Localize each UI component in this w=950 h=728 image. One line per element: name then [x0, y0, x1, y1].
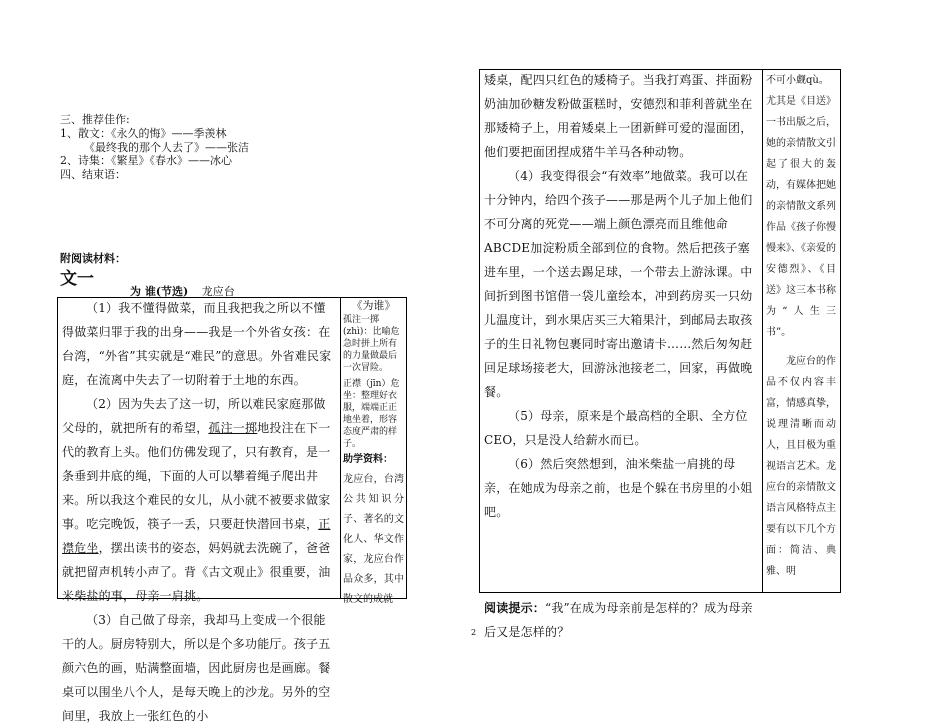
prose-line-2: 《最终我的那个人去了》——张洁 [84, 141, 249, 154]
paragraph-3: （3）自己做了母亲，我却马上变成一个很能干的人。厨房特别大，所以是个多功能厅。孩子五颜六色的画，贴满整面墙，因此厨房也是画廊。餐桌可以围坐八个人，是每天晚上的沙龙。另外的空间里，我放上一张红色的小 [62, 613, 331, 723]
left-reading-table [57, 297, 407, 723]
poetry-line: 2、诗集：《繁星》《春水》——冰心 [60, 154, 232, 167]
hint-label: 阅读提示： [484, 601, 546, 615]
hint-text: “我”在成为母亲前是怎样的？成为母亲后又是怎样的？ [484, 601, 753, 639]
column-divider [762, 70, 763, 592]
sidebar-title: 《为谁》 [351, 299, 396, 312]
paragraph-3-continued: 矮桌，配四只红色的矮椅子。当我打鸡蛋、拌面粉奶油加砂糖发粉做蛋糕时，安德烈和菲利普就坐在那矮椅子上，用着矮桌上一团新鲜可爱的湿面团，他们要把面团捏成猪牛羊马各种动物。 [484, 73, 753, 159]
sidebar-bottom-text: 龙应台的作品不仅内容丰富，情感真挚，说理清晰而动人，且目极为重视语言艺术。龙应台的亲情散文语言风格特点主要有以下几个方面：简洁、典雅、明 [766, 356, 836, 577]
note-zhengjin-weizuo: 正襟（jīn）危坐：整理好衣服，端端正正地坐着，形容态度严肃的样子。 [343, 379, 400, 449]
reading-hint [484, 596, 758, 644]
underlined-phrase-2: 正襟危坐 [62, 517, 331, 555]
sidebar-top-text: 不可小觑qù。 [766, 75, 829, 86]
article-author: 龙应台 [201, 285, 235, 298]
sidebar-notes [343, 298, 404, 605]
end-line: 四、结束语： [60, 168, 126, 181]
sidebar-notes-continued [766, 70, 836, 592]
note-guzhu-yizhi: 孤注一掷(zhì)：比喻危急时拼上所有的力量做最后一次冒险。 [343, 315, 400, 373]
paragraph-1: （1）我不懂得做菜，而且我把我之所以不懂得做菜归罪于我的出身——我是一个外省女孩：在台湾，“外省”其实就是“难民”的意思。外省难民家庭，在流离中失去了一切附着于土地的东西。 [62, 301, 332, 387]
article-body-continued [484, 68, 758, 639]
article-title: 为 谁(节选) [130, 285, 189, 298]
sidebar-mid-text: 尤其是《目送》一书出版之后，她的亲情散文引起了很大的轰动，有媒体把她的亲情散文系列作品《孩子你慢慢来》、《亲爱的安德烈》、《目送》这三本书称为“人生三书”。 [766, 96, 836, 338]
recommend-title: 三、推荐佳作: [60, 113, 130, 126]
paragraph-6: （6）然后突然想到，油米柴盐一肩挑的母亲，在她成为母亲之前，也是个躲在书房里的小姐吧。 [484, 457, 753, 519]
paragraph-2: （2）因为失去了这一切，所以难民家庭那做父母的，就把所有的希望，孤注一掷地投注在下一代的教育上头。他们仿佛发现了，只有教育，是一条垂到井底的绳，下面的人可以攀着绳子爬出井来。所以我这个难民的女儿，从小就不被要求做家事。吃完晚饭，筷子一丢，只要赶快潜回书桌，正襟危坐，摆出读书的姿态，妈妈就去洗碗了，爸爸就把留声机转小声了。背《古文观止》很重要，油米柴盐的事，母亲一肩挑。 [62, 397, 331, 603]
prose-line-1: 1、散文：《永久的悔》——季羡林 [60, 127, 227, 140]
underlined-phrase-1: 孤注一掷 [208, 421, 258, 435]
column-divider [340, 298, 341, 598]
help-label: 助学资料： [343, 454, 393, 465]
appendix-title: 附阅读材料： [60, 252, 126, 265]
article-body [62, 296, 336, 723]
article-label: 文一 [60, 269, 94, 289]
paragraph-5: （5）母亲，原来是个最高档的全职、全方位CEO，只是没人给薪水而已。 [484, 409, 748, 447]
page-number: 2 [471, 628, 477, 637]
right-reading-table [479, 69, 841, 639]
help-info: 龙应台，台湾公共知识分子、著名的文化人、华文作家，龙应台作品众多，其中散文的成就 [343, 474, 404, 605]
paragraph-4: （4）我变得很会“有效率”地做菜。我可以在十分钟内，给四个孩子——那是两个儿子加上他们不可分离的死党——端上颜色漂亮而且维他命ABCDE加淀粉质全部到位的食物。然后把孩子塞进车里，一个送去踢足球，一个带去上游泳课。中间折到图书馆借一袋儿童绘本，冲到药房买一只幼儿温度计，到水果店买三大箱果汁，到邮局去取孩子的生日礼物包裹同时寄出邀请卡……然后匆匆赶回足球场接老大，回游泳池接老二，回家，再做晚餐。 [484, 169, 753, 399]
